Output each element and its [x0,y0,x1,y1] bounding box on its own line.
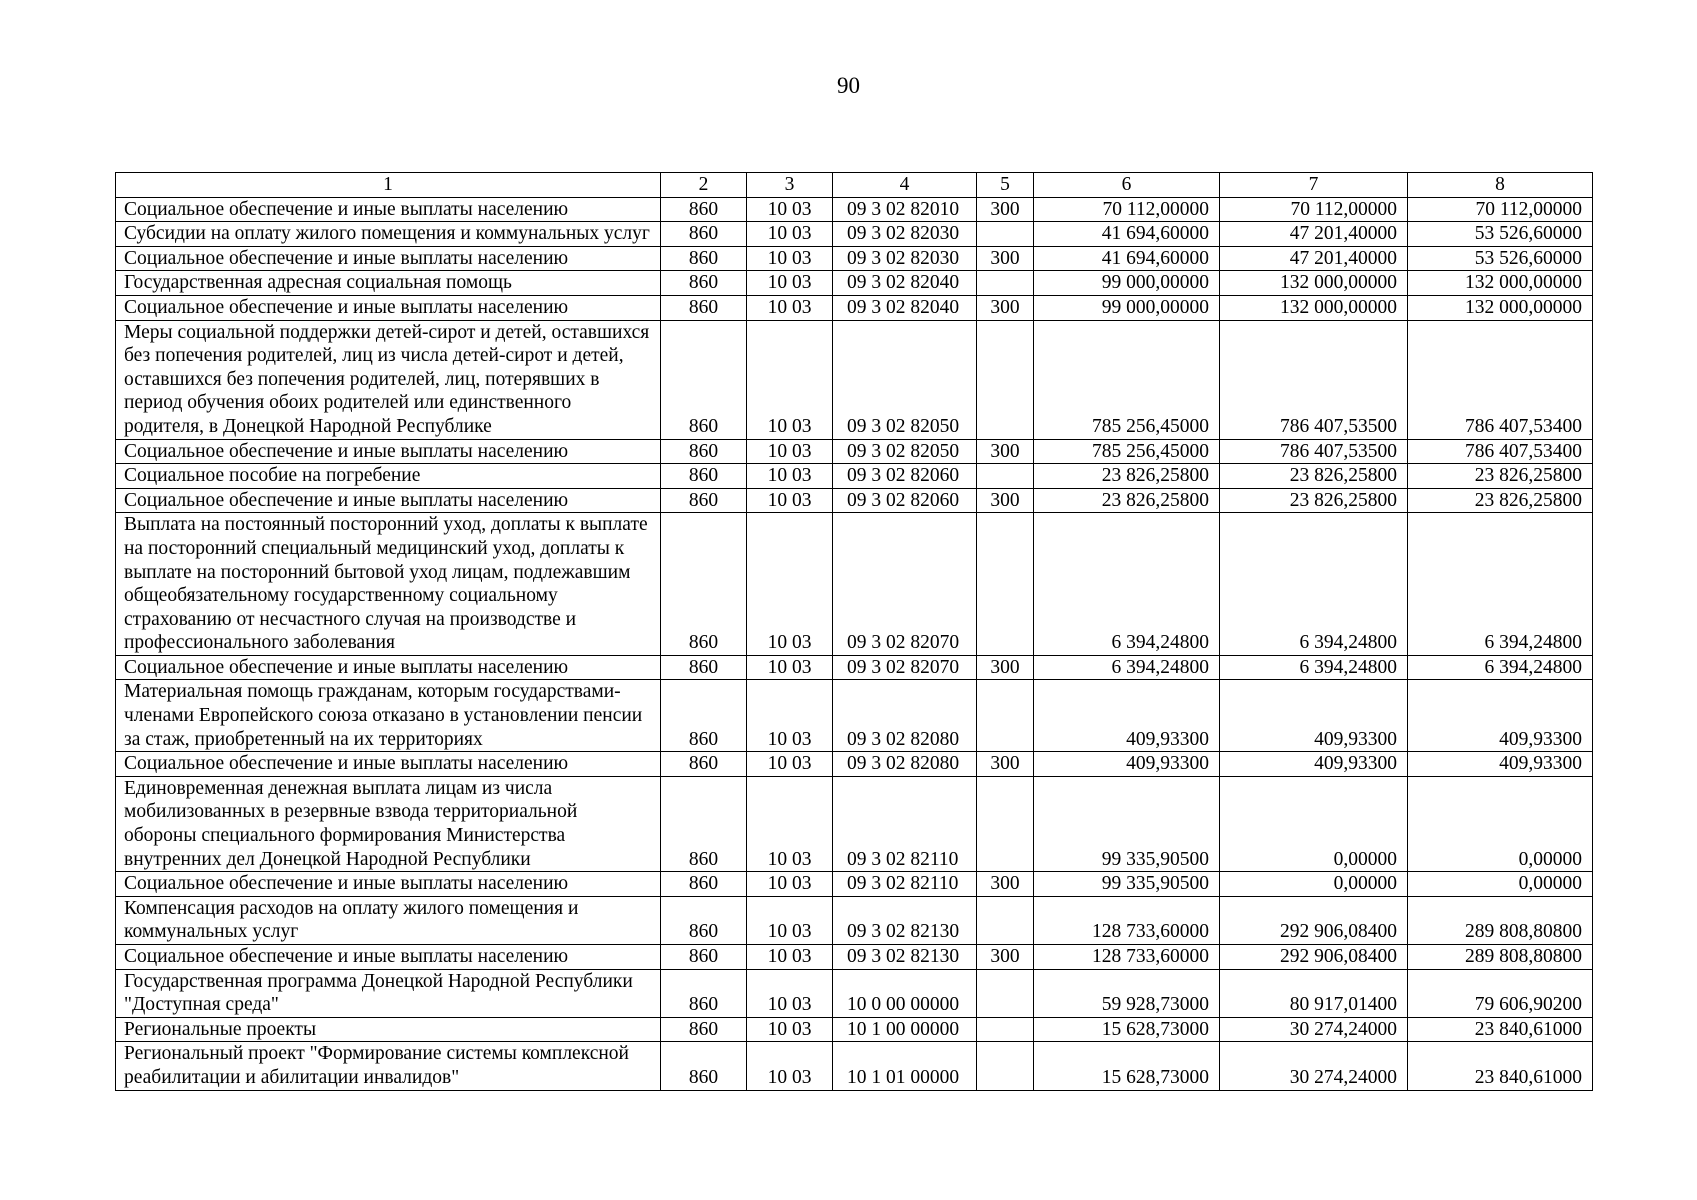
row-target-article-cell: 09 3 02 82060 [833,464,977,489]
row-amount-7-cell: 292 906,08400 [1220,896,1408,944]
row-amount-8-cell: 23 826,25800 [1408,464,1593,489]
row-name-cell: Социальное обеспечение и иные выплаты населению [116,197,661,222]
row-expense-type-cell [977,464,1034,489]
row-section-cell: 10 03 [747,872,833,897]
row-amount-6-cell: 128 733,60000 [1034,945,1220,970]
row-code-2-cell: 860 [661,945,747,970]
row-amount-8-cell: 0,00000 [1408,872,1593,897]
row-expense-type-cell [977,1017,1034,1042]
row-section-cell: 10 03 [747,271,833,296]
row-amount-6-cell: 409,93300 [1034,752,1220,777]
table-row [116,271,1593,296]
row-expense-type-cell: 300 [977,872,1034,897]
row-amount-8-cell: 6 394,24800 [1408,655,1593,680]
row-expense-type-cell [977,1042,1034,1090]
table-row [116,320,1593,439]
row-amount-7-cell: 6 394,24800 [1220,655,1408,680]
row-amount-6-cell: 23 826,25800 [1034,464,1220,489]
row-code-2-cell: 860 [661,872,747,897]
row-target-article-cell: 09 3 02 82070 [833,655,977,680]
row-name-cell: Субсидии на оплату жилого помещения и коммунальных услуг [116,222,661,247]
row-section-cell: 10 03 [747,1017,833,1042]
row-code-2-cell: 860 [661,222,747,247]
row-amount-7-cell: 23 826,25800 [1220,488,1408,513]
row-amount-8-cell: 23 840,61000 [1408,1017,1593,1042]
row-amount-6-cell: 99 000,00000 [1034,295,1220,320]
row-amount-7-cell: 132 000,00000 [1220,271,1408,296]
row-amount-7-cell: 0,00000 [1220,776,1408,871]
table-row [116,872,1593,897]
row-expense-type-cell [977,776,1034,871]
row-code-2-cell: 860 [661,464,747,489]
row-amount-7-cell: 6 394,24800 [1220,513,1408,656]
row-amount-8-cell: 23 840,61000 [1408,1042,1593,1090]
row-target-article-cell: 09 3 02 82040 [833,271,977,296]
row-target-article-cell: 09 3 02 82040 [833,295,977,320]
row-code-2-cell: 860 [661,752,747,777]
row-section-cell: 10 03 [747,896,833,944]
row-amount-6-cell: 99 335,90500 [1034,872,1220,897]
table-row [116,246,1593,271]
table-row [116,295,1593,320]
row-name-cell: Государственная программа Донецкой Народной Республики "Доступная среда" [116,969,661,1017]
row-target-article-cell: 09 3 02 82130 [833,945,977,970]
budget-table [115,172,1593,1091]
row-target-article-cell: 09 3 02 82080 [833,752,977,777]
row-target-article-cell: 09 3 02 82030 [833,222,977,247]
row-code-2-cell: 860 [661,1017,747,1042]
row-code-2-cell: 860 [661,271,747,296]
row-expense-type-cell: 300 [977,945,1034,970]
row-amount-8-cell: 70 112,00000 [1408,197,1593,222]
table-header-row [116,173,1593,198]
table-row [116,680,1593,752]
row-code-2-cell: 860 [661,969,747,1017]
table-row [116,464,1593,489]
row-amount-6-cell: 128 733,60000 [1034,896,1220,944]
row-amount-8-cell: 132 000,00000 [1408,295,1593,320]
row-amount-7-cell: 786 407,53500 [1220,320,1408,439]
row-target-article-cell: 10 0 00 00000 [833,969,977,1017]
column-header-8: 8 [1408,173,1593,198]
row-target-article-cell: 09 3 02 82030 [833,246,977,271]
table-row [116,655,1593,680]
table-row [116,513,1593,656]
table-row [116,222,1593,247]
row-code-2-cell: 860 [661,197,747,222]
row-name-cell: Социальное обеспечение и иные выплаты населению [116,752,661,777]
row-section-cell: 10 03 [747,295,833,320]
row-amount-7-cell: 80 917,01400 [1220,969,1408,1017]
row-amount-8-cell: 23 826,25800 [1408,488,1593,513]
row-name-cell: Региональный проект "Формирование системы комплексной реабилитации и абилитации инвалидов" [116,1042,661,1090]
row-amount-6-cell: 785 256,45000 [1034,439,1220,464]
row-amount-6-cell: 59 928,73000 [1034,969,1220,1017]
table-row [116,439,1593,464]
row-amount-7-cell: 409,93300 [1220,752,1408,777]
table-row [116,752,1593,777]
row-amount-7-cell: 132 000,00000 [1220,295,1408,320]
column-header-5: 5 [977,173,1034,198]
row-target-article-cell: 09 3 02 82110 [833,872,977,897]
row-name-cell: Социальное обеспечение и иные выплаты населению [116,246,661,271]
row-amount-6-cell: 785 256,45000 [1034,320,1220,439]
table-row [116,969,1593,1017]
row-expense-type-cell: 300 [977,439,1034,464]
row-amount-8-cell: 786 407,53400 [1408,320,1593,439]
row-amount-8-cell: 786 407,53400 [1408,439,1593,464]
row-name-cell: Социальное обеспечение и иные выплаты населению [116,655,661,680]
row-section-cell: 10 03 [747,945,833,970]
row-section-cell: 10 03 [747,513,833,656]
row-target-article-cell: 09 3 02 82070 [833,513,977,656]
row-amount-6-cell: 15 628,73000 [1034,1017,1220,1042]
row-amount-7-cell: 0,00000 [1220,872,1408,897]
row-amount-6-cell: 41 694,60000 [1034,246,1220,271]
row-section-cell: 10 03 [747,197,833,222]
table-body [116,173,1593,1091]
row-target-article-cell: 09 3 02 82050 [833,439,977,464]
row-amount-7-cell: 409,93300 [1220,680,1408,752]
page-number: 90 [837,73,860,98]
table-row [116,945,1593,970]
row-section-cell: 10 03 [747,246,833,271]
row-expense-type-cell [977,680,1034,752]
row-amount-6-cell: 41 694,60000 [1034,222,1220,247]
row-name-cell: Региональные проекты [116,1017,661,1042]
row-amount-6-cell: 6 394,24800 [1034,655,1220,680]
row-section-cell: 10 03 [747,320,833,439]
row-amount-6-cell: 409,93300 [1034,680,1220,752]
row-amount-7-cell: 47 201,40000 [1220,222,1408,247]
row-expense-type-cell [977,896,1034,944]
row-amount-6-cell: 70 112,00000 [1034,197,1220,222]
row-target-article-cell: 10 1 01 00000 [833,1042,977,1090]
row-name-cell: Социальное обеспечение и иные выплаты населению [116,945,661,970]
row-amount-7-cell: 292 906,08400 [1220,945,1408,970]
row-code-2-cell: 860 [661,295,747,320]
row-target-article-cell: 09 3 02 82010 [833,197,977,222]
row-section-cell: 10 03 [747,776,833,871]
row-expense-type-cell: 300 [977,655,1034,680]
row-target-article-cell: 09 3 02 82060 [833,488,977,513]
row-amount-8-cell: 409,93300 [1408,752,1593,777]
row-name-cell: Меры социальной поддержки детей-сирот и детей, оставшихся без попечения родителей, лиц из числа детей-сирот и детей, оставшихся без попечения родителей, лиц, потерявших в период обучения обоих родителей или единственного родителя, в Донецкой Народной Республике [116,320,661,439]
row-amount-7-cell: 30 274,24000 [1220,1017,1408,1042]
row-amount-8-cell: 0,00000 [1408,776,1593,871]
row-section-cell: 10 03 [747,969,833,1017]
column-header-1: 1 [116,173,661,198]
row-section-cell: 10 03 [747,655,833,680]
row-expense-type-cell: 300 [977,488,1034,513]
table-row [116,896,1593,944]
row-section-cell: 10 03 [747,680,833,752]
row-expense-type-cell [977,320,1034,439]
row-expense-type-cell: 300 [977,246,1034,271]
row-amount-6-cell: 6 394,24800 [1034,513,1220,656]
column-header-3: 3 [747,173,833,198]
row-code-2-cell: 860 [661,896,747,944]
row-code-2-cell: 860 [661,513,747,656]
table-row [116,776,1593,871]
row-name-cell: Выплата на постоянный посторонний уход, доплаты к выплате на посторонний специальный медицинский уход, доплаты к выплате на посторонний бытовой уход лицам, подлежавшим общеобязательному государственному социальному страхованию от несчастного случая на производстве и профессионального заболевания [116,513,661,656]
row-name-cell: Социальное обеспечение и иные выплаты населению [116,295,661,320]
row-section-cell: 10 03 [747,488,833,513]
row-amount-8-cell: 289 808,80800 [1408,945,1593,970]
table-row [116,1042,1593,1090]
row-name-cell: Социальное обеспечение и иные выплаты населению [116,439,661,464]
row-amount-7-cell: 30 274,24000 [1220,1042,1408,1090]
row-target-article-cell: 10 1 00 00000 [833,1017,977,1042]
row-amount-6-cell: 15 628,73000 [1034,1042,1220,1090]
row-amount-8-cell: 409,93300 [1408,680,1593,752]
row-section-cell: 10 03 [747,1042,833,1090]
row-amount-7-cell: 786 407,53500 [1220,439,1408,464]
row-target-article-cell: 09 3 02 82110 [833,776,977,871]
row-code-2-cell: 860 [661,1042,747,1090]
column-header-6: 6 [1034,173,1220,198]
row-target-article-cell: 09 3 02 82080 [833,680,977,752]
table-row [116,488,1593,513]
row-amount-7-cell: 47 201,40000 [1220,246,1408,271]
row-name-cell: Материальная помощь гражданам, которым государствами-членами Европейского союза отказано в установлении пенсии за стаж, приобретенный на их территориях [116,680,661,752]
column-header-7: 7 [1220,173,1408,198]
row-section-cell: 10 03 [747,439,833,464]
row-target-article-cell: 09 3 02 82050 [833,320,977,439]
column-header-2: 2 [661,173,747,198]
row-name-cell: Социальное пособие на погребение [116,464,661,489]
row-expense-type-cell: 300 [977,752,1034,777]
table-row [116,197,1593,222]
row-code-2-cell: 860 [661,246,747,271]
row-code-2-cell: 860 [661,488,747,513]
row-expense-type-cell [977,271,1034,296]
row-amount-7-cell: 70 112,00000 [1220,197,1408,222]
row-section-cell: 10 03 [747,222,833,247]
column-header-4: 4 [833,173,977,198]
row-expense-type-cell: 300 [977,295,1034,320]
row-name-cell: Социальное обеспечение и иные выплаты населению [116,488,661,513]
row-code-2-cell: 860 [661,776,747,871]
row-amount-8-cell: 53 526,60000 [1408,246,1593,271]
row-amount-8-cell: 53 526,60000 [1408,222,1593,247]
row-target-article-cell: 09 3 02 82130 [833,896,977,944]
row-code-2-cell: 860 [661,320,747,439]
row-code-2-cell: 860 [661,439,747,464]
row-amount-6-cell: 99 335,90500 [1034,776,1220,871]
row-name-cell: Компенсация расходов на оплату жилого помещения и коммунальных услуг [116,896,661,944]
row-amount-8-cell: 6 394,24800 [1408,513,1593,656]
row-amount-8-cell: 289 808,80800 [1408,896,1593,944]
row-expense-type-cell [977,222,1034,247]
row-expense-type-cell [977,513,1034,656]
row-name-cell: Социальное обеспечение и иные выплаты населению [116,872,661,897]
row-name-cell: Государственная адресная социальная помощь [116,271,661,296]
row-amount-6-cell: 23 826,25800 [1034,488,1220,513]
row-code-2-cell: 860 [661,680,747,752]
row-section-cell: 10 03 [747,464,833,489]
row-expense-type-cell: 300 [977,197,1034,222]
row-expense-type-cell [977,969,1034,1017]
row-section-cell: 10 03 [747,752,833,777]
row-amount-8-cell: 79 606,90200 [1408,969,1593,1017]
row-amount-6-cell: 99 000,00000 [1034,271,1220,296]
row-code-2-cell: 860 [661,655,747,680]
row-amount-8-cell: 132 000,00000 [1408,271,1593,296]
table-row [116,1017,1593,1042]
row-amount-7-cell: 23 826,25800 [1220,464,1408,489]
row-name-cell: Единовременная денежная выплата лицам из числа мобилизованных в резервные взвода территориальной обороны специального формирования Министерства внутренних дел Донецкой Народной Республики [116,776,661,871]
